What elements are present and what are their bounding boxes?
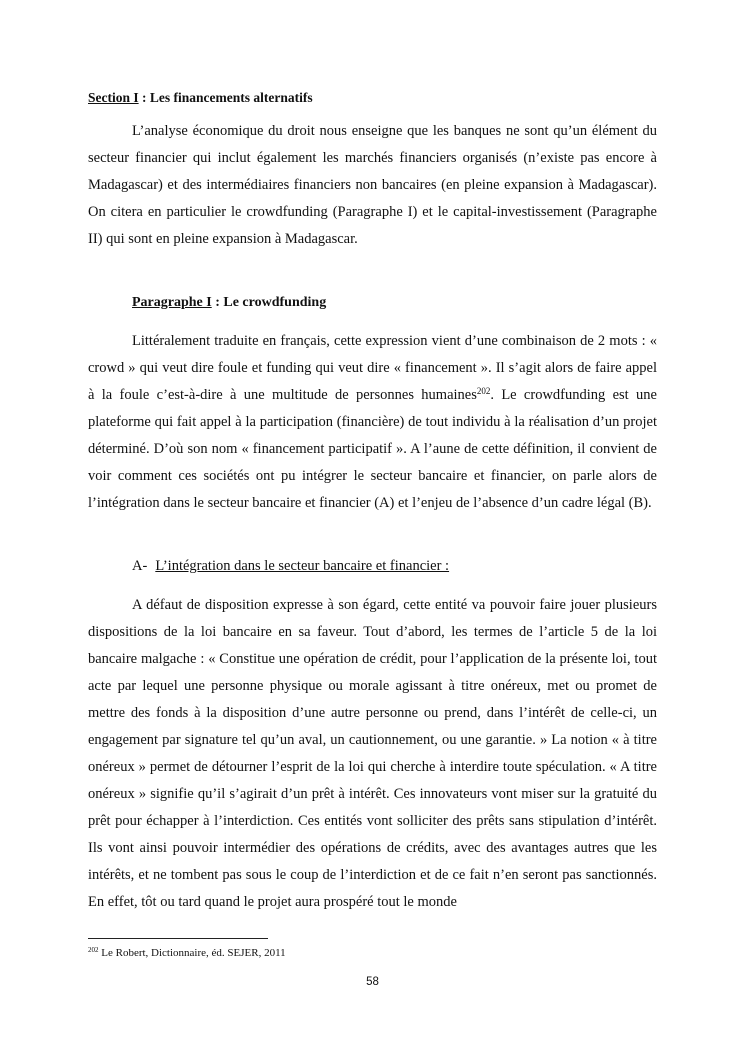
crowdfunding-text-start: Littéralement traduite en français, cette expression vient d’une combinaison de 2 mots : « crowd » qui veut dire foule et funding qui veut dire « financement ». Il s’agit alors de faire appel à la foule c’est-à-dire à une multitude de personnes humaines xyxy=(88,333,657,403)
crowdfunding-paragraph xyxy=(88,328,657,517)
subsection-a-heading xyxy=(132,557,449,575)
intro-paragraph: L’analyse économique du droit nous enseigne que les banques ne sont qu’un élément du secteur financier qui inclut également les marchés financiers organisés (n’existe pas encore à Madagascar) et des intermédiaires financiers non bancaires (en pleine expansion à Madagascar). On citera en particulier le crowdfunding (Paragraphe I) et le capital-investissement (Paragraphe II) qui sont en pleine expansion à Madagascar. xyxy=(88,123,657,247)
footnote-text: Le Robert, Dictionnaire, éd. SEJER, 2011 xyxy=(98,947,286,959)
subsection-a-label: L’intégration dans le secteur bancaire et financier : xyxy=(155,558,450,574)
footnote-separator xyxy=(88,938,268,939)
section-title: : Les financements alternatifs xyxy=(138,90,313,105)
crowdfunding-text-end: . Le crowdfunding est une plateforme qui fait appel à la participation (financière) de tout individu à la réalisation d’un projet déterminé. D’où son nom « financement participatif ». A l’aune de cette définition, il convient de voir comment ces sociétés ont pu intégrer le secteur bancaire et financier, on parle alors de l’intégration dans le secteur bancaire et financier (A) et l’enjeu de l’absence d’un cadre légal (B). xyxy=(88,387,657,511)
page-number: 58 xyxy=(366,976,379,988)
paragraph-title: : Le crowdfunding xyxy=(211,295,327,310)
body-paragraph: A défaut de disposition expresse à son égard, cette entité va pouvoir faire jouer plusieurs dispositions de la loi bancaire en sa faveur. Tout d’abord, les termes de l’article 5 de la loi bancaire malgache : « Constitue une opération de crédit, pour l’application de la présente loi, tout acte par lequel une personne physique ou morale agissant à titre onéreux, met ou promet de mettre des fonds à la disposition d’une autre personne ou prend, dans l’intérêt de celle-ci, un engagement par signature tel qu’un aval, un cautionnement, ou une garantie. » La notion « à titre onéreux » permet de détourner l’esprit de la loi qui cherche à interdire toute spéculation. « A titre onéreux » signifie qu’il s’agirait d’un prêt à intérêt. Ces innovateurs vont miser sur la gratuité du prêt pour échapper à l’interdiction. Ces entités vont solliciter des prêts sans stipulation d’intérêt. Ils vont ainsi pouvoir intermédier des opérations de crédits, avec des avantages autres que les intérêts, et ne tombent pas sous le coup de l’interdiction et de ce fait n’en seront pas sanctionnés. En effet, tôt ou tard quand le projet aura prospéré tout le monde xyxy=(88,597,657,910)
footnote-number: 202 xyxy=(88,946,99,954)
footnote xyxy=(88,946,286,960)
section-label: Section I xyxy=(88,90,139,105)
paragraph-heading xyxy=(132,294,326,312)
section-heading xyxy=(88,90,313,106)
footnote-reference[interactable]: 202 xyxy=(476,386,491,396)
paragraph-label: Paragraphe I xyxy=(132,295,212,310)
subsection-a-marker: A- xyxy=(132,558,148,574)
